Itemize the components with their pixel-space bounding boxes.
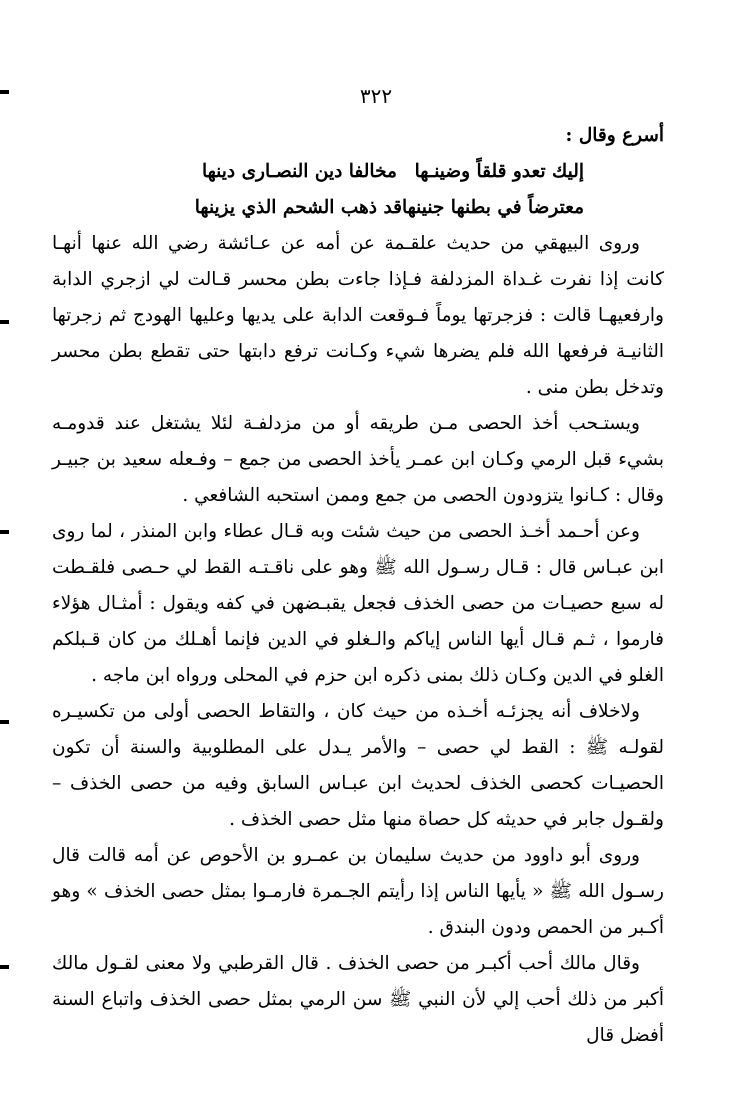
verse-hemistich: إليك تعدو قلقاً وضينـها [414,161,584,182]
verse-line [52,154,664,190]
verse-hemistich: مخالفا دين النصـارى دينها [202,161,397,182]
margin-mark [0,530,9,534]
margin-mark [0,720,9,724]
margin-mark [0,965,9,969]
paragraph: وعن أحـمد أخـذ الحصى من حيث شئت وبه قـال عطاء وابن المنذر ، لما روى ابن عبـاس قال : قـال رسـول الله ﷺ وهو على ناقـتـه القط لي حـصى فلقـطت له سبع حصيـات من حصى الخذف فجعل يقبـضهن في كفه ويقول : أمثـال هؤلاء فارموا ، ثـم قـال أيها الناس إياكم والـغلو في الدين فإنما أهـلك من كان قـبلكم الغلو في الدين وكـان ذلك بمنى ذكره ابن حزم في المحلى ورواه ابن ماجه . [52,521,664,686]
paragraph: ولاخلاف أنه يجزئـه أخـذه من حيث كان ، والتقاط الحصى أولى من تكسيـره لقولـه ﷺ : القط لي حصى – والأمر يـدل على المطلوبية والسنة أن تكون الحصيـات كحصى الخذف لحديث ابن عبـاس السابق وفيه من حصى الخذف – ولقـول جابر في حديثه كل حصاة منها مثل حصى الخذف . [52,701,664,830]
verse-hemistich: معترضاً في بطنها جنينها [402,197,584,218]
paragraph: وروى البيهقي من حديث علقـمة عن أمه عن عـائشة رضي الله عنها أنهـا كانت إذا نفرت غـداة المزدلفة فـإذا جاءت بطن محسر قـالت لي ازجري الدابة وارفعيهـا قالت : فزجرتها يوماً فـوقعت الدابة على يديها وعليها الهودج ثم زجرتها الثانيـة فرفعها الله فلم يضرها شيء وكـانت ترفع دابتها حتى تقطع بطن محسر وتدخل بطن منى . [52,233,664,398]
margin-mark [0,320,9,324]
paragraph: وروى أبو داوود من حديث سليمان بن عمـرو بن الأحوص عن أمه قالت قال رسـول الله ﷺ « يأيها الناس إذا رأيتم الجـمرة فارمـوا بمثل حصى الخذف » وهو أكـبر من الحمص ودون البندق . [52,845,664,938]
paragraph: وقال مالك أحب أكبـر من حصى الخذف . قال القرطبي ولا معنى لقـول مالك أكبر من ذلك أحب إلي لأن النبي ﷺ سن الرمي بمثل حصى الخذف واتباع السنة أفضل قال [52,953,664,1046]
lead-in: أسرع وقال : [565,125,664,146]
body-text [52,118,664,1054]
verse-line [52,190,664,226]
verse-hemistich: قد ذهب الشحم الذي يزينها [194,197,403,218]
page-number: ٣٢٢ [359,84,393,108]
paragraph: ويستـحب أخذ الحصى مـن طريقه أو من مزدلفـة لئلا يشتغل عند قدومـه بشيء قبل الرمي وكـان ابن عمـر يأخذ الحصى من جمع – وفـعله سعيد بن جبيـر وقال : كـانوا يتزودون الحصى من جمع وممن استحبه الشافعي . [52,413,664,506]
